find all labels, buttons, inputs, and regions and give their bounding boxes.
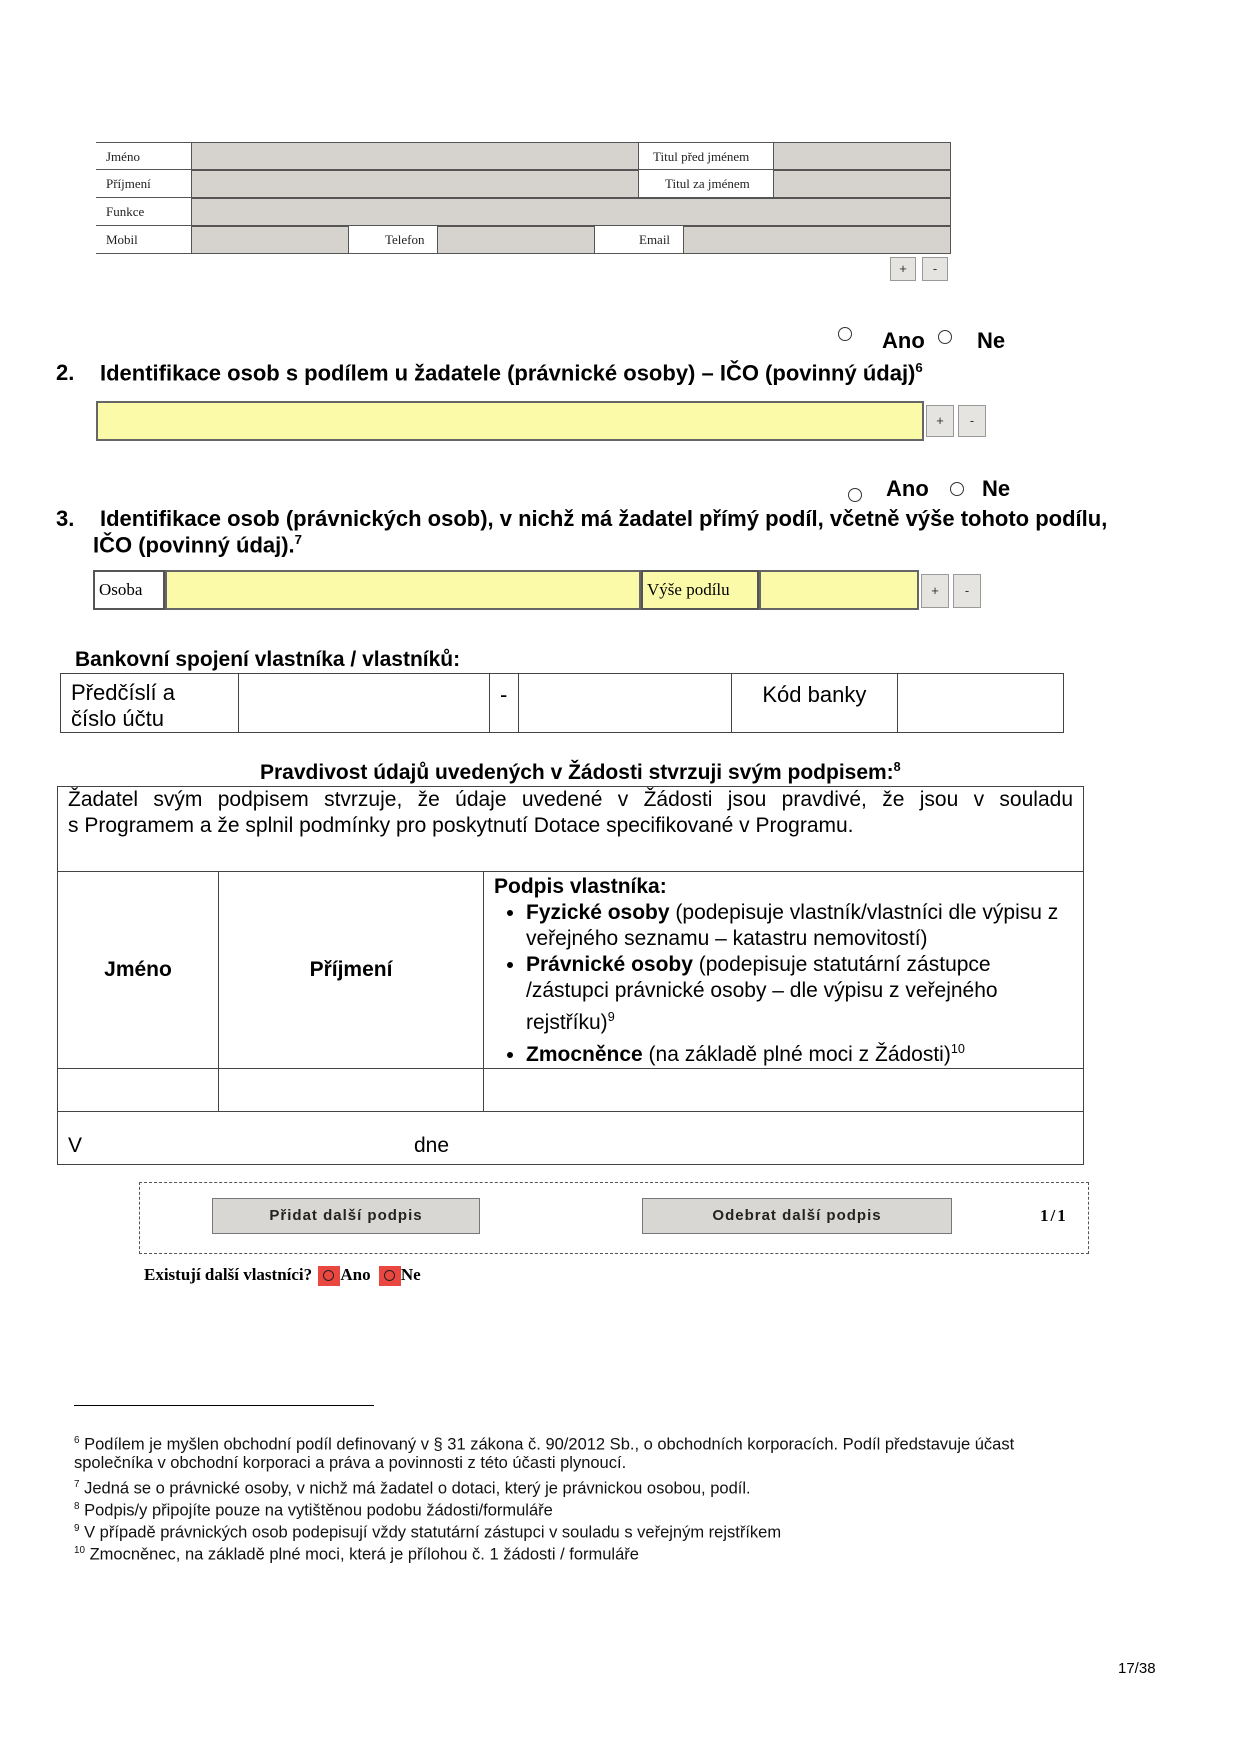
phone-field[interactable] — [437, 226, 595, 254]
email-field[interactable] — [683, 226, 951, 254]
surname-label: Příjmení — [96, 170, 191, 198]
surname-field[interactable] — [191, 170, 639, 198]
signer-signature-field[interactable] — [484, 1069, 1084, 1112]
bank-code-label: Kód banky — [732, 674, 897, 733]
section3-no-radio[interactable] — [950, 482, 964, 496]
title-after-field[interactable] — [773, 170, 951, 198]
footnote-8: $^8$ Podpis/y připojíte pouze na vytištěnou podobu žádosti/formuláře — [74, 1501, 553, 1520]
other-owners-yes-radio[interactable] — [318, 1266, 340, 1286]
other-owners-row — [144, 1265, 421, 1286]
share-label: Výše podílu — [641, 570, 759, 610]
footnote-9: $^9$ V případě právnických osob podepisují vždy statutární zástupci v souladu s veřejným rejstříkem — [74, 1523, 782, 1542]
section3-yes-radio[interactable] — [848, 488, 862, 502]
person-field[interactable] — [165, 570, 641, 610]
bank-heading: Bankovní spojení vlastníka / vlastníků: — [75, 648, 461, 671]
section3-add-button[interactable]: + — [921, 574, 949, 608]
section2-ico-field[interactable] — [96, 401, 924, 441]
col-surname-header: Příjmení — [219, 872, 484, 1069]
account-prefix-label: Předčíslí a číslo účtu — [61, 674, 239, 733]
footnote-divider — [74, 1405, 374, 1406]
section3-title-line2: IČO (povinný údaj).$^7$ — [93, 532, 303, 558]
name-label: Jméno — [96, 142, 191, 170]
other-owners-no-radio[interactable] — [379, 1266, 401, 1286]
add-signature-button[interactable]: Přidat další podpis — [212, 1198, 480, 1234]
section3-number: 3. — [56, 506, 75, 531]
share-field[interactable] — [759, 570, 919, 610]
signature-page-counter: 1/1 — [1040, 1206, 1068, 1225]
footnote-6: $^6$ Podílem je myšlen obchodní podíl definovaný v § 31 zákona č. 90/2012 Sb., o obchodních korporacích. Podíl představuje účast — [74, 1435, 1015, 1454]
account-dash: - — [489, 674, 518, 733]
section3-remove-button[interactable]: - — [953, 574, 981, 608]
place-date-row — [58, 1112, 1084, 1165]
title-before-field[interactable] — [773, 142, 951, 170]
signer-surname-field[interactable] — [219, 1069, 484, 1112]
remove-contact-button[interactable]: - — [922, 257, 948, 281]
add-contact-button[interactable]: + — [890, 257, 916, 281]
truth-heading: Pravdivost údajů uvedených v Žádosti stvrzuji svým podpisem:$^8$ — [260, 760, 901, 784]
section2-title: Identifikace osob s podílem u žadatele (právnické osoby) – IČO (povinný údaj)$^6$ — [100, 360, 923, 386]
signature-instructions: Podpis vlastníka: • Fyzické osoby (podepisuje vlastník/vlastníci dle výpisu z veřejného seznamu – katastru nemovitostí) • Právnické osoby (podepisuje statutární zástupce /zástupci právnické osoby – dle výpisu z veřejného rejstříku)$^9$ • Zmocněnce (na základě plné moci z Žádosti)$^{10}$ — [484, 872, 1084, 1069]
other-owners-yes-label: Ano — [340, 1265, 371, 1284]
footnote-6-cont: společníka v obchodní korporaci a práva a povinnosti z této účasti plynoucí. — [74, 1454, 627, 1472]
account-prefix-field[interactable] — [238, 674, 489, 733]
other-owners-question: Existují další vlastníci? — [144, 1265, 313, 1284]
bank-table — [60, 673, 1064, 733]
section2-number: 2. — [56, 360, 75, 385]
section2-yes-label: Ano — [882, 328, 925, 353]
function-label: Funkce — [96, 198, 191, 226]
remove-signature-button[interactable]: Odebrat další podpis — [642, 1198, 952, 1234]
date-label: dne — [414, 1134, 450, 1157]
truth-statement: Žadatel svým podpisem stvrzuje, že údaje uvedené v Žádosti jsou pravdivé, že jsou v souladu s Programem a že splnil podmínky pro poskytnutí Dotace specifikované v Programu. — [58, 787, 1084, 872]
footnote-7: $^7$ Jedná se o právnické osoby, v nichž má žadatel o dotaci, který je právnickou osobou, podíl. — [74, 1479, 751, 1498]
section3-yes-label: Ano — [886, 476, 929, 501]
footnote-10: $^{10}$ Zmocněnec, na základě plné moci, která je přílohou č. 1 žádosti / formuláře — [74, 1545, 639, 1564]
section3-no-label: Ne — [982, 476, 1011, 501]
section2-no-radio[interactable] — [938, 330, 952, 344]
section2-remove-button[interactable]: - — [958, 405, 986, 437]
bank-code-field[interactable] — [897, 674, 1063, 733]
person-label: Osoba — [93, 570, 165, 610]
section2-yes-radio[interactable] — [838, 327, 852, 341]
signer-name-field[interactable] — [58, 1069, 219, 1112]
signature-table — [57, 786, 1084, 1165]
section2-add-button[interactable]: + — [926, 405, 954, 437]
phone-label: Telefon — [349, 226, 437, 254]
mobile-field[interactable] — [191, 226, 349, 254]
email-label: Email — [595, 226, 683, 254]
other-owners-no-label: Ne — [400, 1265, 421, 1284]
title-after-label: Titul za jménem — [639, 170, 773, 198]
place-label: V — [68, 1134, 83, 1157]
account-number-field[interactable] — [518, 674, 732, 733]
title-before-label: Titul před jménem — [639, 142, 773, 170]
page-number: 17/38 — [1118, 1660, 1156, 1677]
function-field[interactable] — [191, 198, 951, 226]
mobile-label: Mobil — [96, 226, 191, 254]
col-name-header: Jméno — [58, 872, 219, 1069]
section3-title-line1: Identifikace osob (právnických osob), v nichž má žadatel přímý podíl, včetně výše tohoto podílu, — [100, 506, 1108, 531]
name-field[interactable] — [191, 142, 639, 170]
section2-no-label: Ne — [977, 328, 1006, 353]
